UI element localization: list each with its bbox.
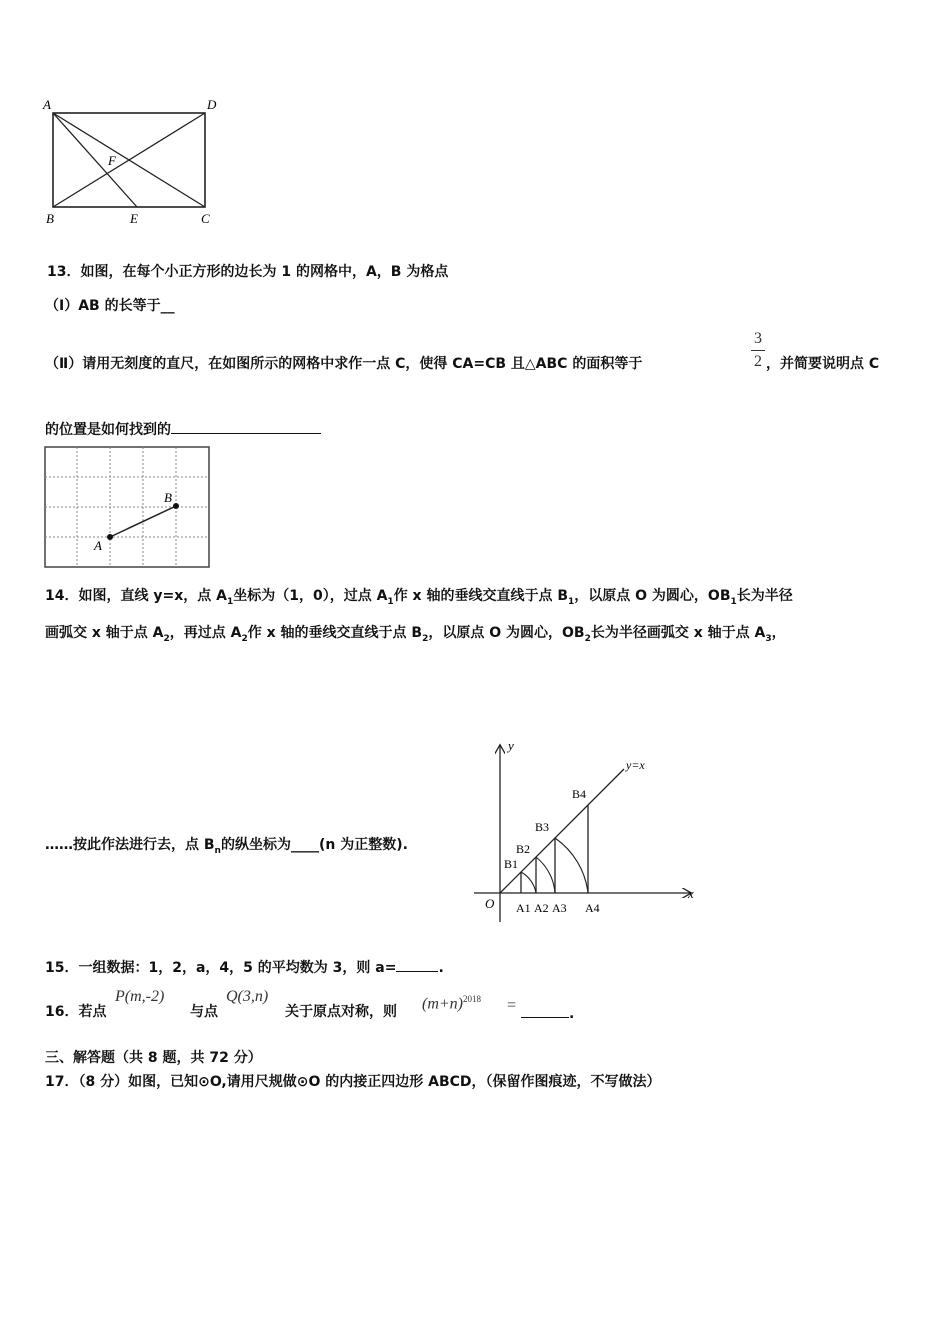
arc-graph — [468, 736, 708, 926]
q15 — [45, 957, 444, 977]
q13-part2-line2 — [45, 419, 321, 439]
q14-line2-b: ，再过点 A — [169, 625, 242, 641]
expr-m-plus-n — [422, 994, 481, 1013]
a4-label: A4 — [585, 901, 600, 915]
label-c: C — [201, 211, 210, 226]
q14-line2-c: 作 x 轴的垂线交直线于点 B — [247, 625, 423, 641]
grid-label-a: A — [94, 538, 102, 553]
q15-end: . — [438, 960, 444, 976]
q14-line1-c: 作 x 轴的垂线交直线于点 B — [393, 588, 569, 604]
q13-part2 — [45, 355, 642, 373]
q13-part2-line2-text: 的位置是如何找到的 — [45, 422, 171, 438]
fraction-3-over-2 — [750, 330, 766, 371]
label-e: E — [130, 211, 138, 226]
fraction-numerator: 3 — [754, 330, 762, 347]
q13-stem: 13．如图，在每个小正方形的边长为 1 的网格中，A，B 为格点 — [47, 264, 449, 280]
q14-line1 — [45, 587, 793, 611]
a3-label: A3 — [552, 901, 567, 915]
q13-part2-text: （Ⅱ）请用无刻度的直尺，在如图所示的网格中求作一点 C，使得 CA=CB 且△ABC 的面积等于 — [45, 356, 643, 372]
y-axis-label: y — [508, 738, 514, 753]
label-f: F — [108, 153, 116, 168]
q14-line2 — [45, 624, 786, 648]
q16-answer-blank[interactable] — [521, 1003, 569, 1018]
fraction-denominator: 2 — [754, 353, 762, 370]
x-axis-label: x — [688, 886, 694, 901]
q15-answer-blank[interactable] — [396, 957, 438, 972]
label-a: A — [43, 97, 51, 112]
q14-line1-b: 坐标为（1，0），过点 A — [233, 588, 388, 604]
line-y-eq-x — [500, 769, 624, 893]
sub: 1 — [226, 596, 234, 607]
grid-label-b: B — [164, 490, 172, 505]
sub: 2 — [584, 633, 591, 644]
q16-answer — [521, 1003, 574, 1023]
sub: 2 — [422, 633, 429, 644]
b1-label: B1 — [504, 857, 519, 871]
answer-blank[interactable] — [171, 419, 321, 434]
graph-labels — [504, 787, 600, 915]
sub: 1 — [387, 596, 394, 607]
line-label: y=x — [626, 758, 645, 772]
point-a — [107, 534, 113, 540]
q16-mid: 与点 — [190, 1004, 218, 1020]
label-b: B — [46, 211, 54, 226]
q14-line1-d: ，以原点 O 为圆心，OB — [574, 588, 731, 604]
section-title: 三、解答题（共 8 题，共 72 分） — [45, 1050, 262, 1066]
q14-line3-b: 的纵坐标为____(n 为正整数). — [220, 837, 408, 853]
point-b — [173, 503, 179, 509]
expr-base: (m+n) — [422, 995, 464, 1013]
grid-figure — [44, 446, 212, 570]
q14-line1-a: 14．如图，直线 y=x，点 A — [45, 588, 227, 604]
q16-prefix: 16．若点 — [45, 1004, 107, 1020]
point-q: Q(3,n) — [226, 988, 269, 1005]
equals-sign: = — [507, 997, 517, 1014]
sub: 3 — [765, 633, 772, 644]
q14-line2-e: 长为半径画弧交 x 轴于点 A — [590, 625, 766, 641]
q14-line1-e: 长为半径 — [736, 588, 793, 604]
expr-exponent: 2018 — [463, 994, 482, 1004]
label-d: D — [207, 97, 217, 112]
grid-lines — [45, 447, 209, 567]
a2-label: A2 — [534, 901, 549, 915]
q13-part2-tail: ，并简要说明点 C — [766, 356, 880, 372]
sub: 2 — [241, 633, 248, 644]
q17: 17．（8 分）如图，已知⊙O,请用尺规做⊙O 的内接正四边形 ABCD，（保留作图痕迹，不写做法） — [45, 1074, 661, 1090]
sub: 1 — [730, 596, 737, 607]
b4-label: B4 — [572, 787, 587, 801]
q14-line2-d: ，以原点 O 为圆心，OB — [428, 625, 585, 641]
q16-end: . — [569, 1006, 575, 1022]
sub: 1 — [568, 596, 575, 607]
point-p: P(m,-2) — [115, 988, 165, 1005]
sub: n — [214, 845, 221, 856]
rectangle-figure — [40, 95, 230, 230]
q16-suffix: 关于原点对称，则 — [285, 1004, 397, 1020]
origin-label: O — [485, 896, 495, 911]
sub: 2 — [163, 633, 170, 644]
q14-line2-f: ， — [771, 625, 786, 641]
segment-ae — [53, 113, 137, 207]
b3-label: B3 — [535, 820, 550, 834]
fraction-bar — [751, 350, 765, 351]
q15-text: 15．一组数据：1，2，a，4，5 的平均数为 3，则 a= — [45, 960, 397, 976]
verticals — [521, 805, 588, 893]
q14-line3 — [45, 836, 408, 860]
q13-part1: （Ⅰ）AB 的长等于__ — [45, 298, 175, 314]
a1-label: A1 — [516, 901, 531, 915]
q14-line3-a: ……按此作法进行去，点 B — [45, 837, 215, 853]
q14-line2-a: 画弧交 x 轴于点 A — [45, 625, 164, 641]
b2-label: B2 — [516, 842, 531, 856]
